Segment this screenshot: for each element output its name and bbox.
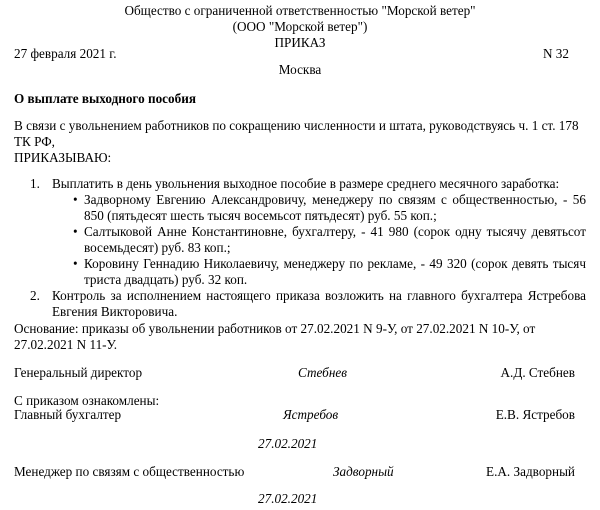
order-item <box>0 288 586 320</box>
employee-text: Задворному Евгению Александровичу, менеджеру по связям с общественностью, - 56 850 (пятьдесят шесть тысяч восемьсот пятьдесят) руб. 55 коп.; <box>84 192 586 223</box>
pr-manager-signature: Задворный <box>333 464 394 479</box>
basis-text: Основание: приказы об увольнении работников от 27.02.2021 N 9-У, от 27.02.2021 N 10-У, от 27.02.2021 N 11-У. <box>14 321 536 352</box>
accountant-signature: Ястребов <box>283 407 339 422</box>
document-number: N 32 <box>542 46 569 61</box>
preamble-text: В связи с увольнением работников по сокращению численности и штата, руководствуясь ч. 1 ст. 178 ТК РФ, <box>14 118 579 149</box>
pr-manager-name: Е.А. Задворный <box>486 464 575 479</box>
pr-manager-title: Менеджер по связям с общественностью <box>14 464 245 479</box>
document-type: ПРИКАЗ <box>274 35 326 50</box>
employee-item <box>52 224 586 256</box>
document-date: 27 февраля 2021 г. <box>14 46 117 61</box>
organization-short-name: (ООО "Морской ветер") <box>232 19 368 34</box>
document-city: Москва <box>278 62 322 77</box>
employee-text: Коровину Геннадию Николаевичу, менеджеру по рекламе, - 49 320 (сорок девять тысяч триста двадцать) руб. 32 коп. <box>84 256 586 287</box>
bullet-icon: • <box>73 224 78 239</box>
accountant-title: Главный бухгалтер <box>14 407 122 422</box>
pr-manager-date: 27.02.2021 <box>258 491 318 506</box>
order-item-text: Выплатить в день увольнения выходное пособие в размере среднего месячного заработка: <box>52 176 560 191</box>
organization-name: Общество с ограниченной ответственностью "Морской ветер" <box>124 3 476 18</box>
order-item <box>0 176 586 288</box>
document-subject: О выплате выходного пособия <box>14 91 196 106</box>
employee-text: Салтыковой Анне Константиновне, бухгалтеру, - 41 980 (сорок одну тысячу девятьсот восемьдесят) руб. 83 коп.; <box>84 224 586 255</box>
accountant-name: Е.В. Ястребов <box>495 407 575 422</box>
order-item-number: 2. <box>30 288 40 303</box>
bullet-icon: • <box>73 192 78 207</box>
director-name: А.Д. Стебнев <box>500 365 575 380</box>
acquainted-label: С приказом ознакомлены: <box>14 393 160 408</box>
accountant-date: 27.02.2021 <box>258 436 318 451</box>
order-items-list <box>0 176 586 320</box>
employee-item <box>52 256 586 288</box>
order-item-number: 1. <box>30 176 40 191</box>
order-word: ПРИКАЗЫВАЮ: <box>14 150 112 165</box>
director-signature: Стебнев <box>298 365 347 380</box>
employee-item <box>52 192 586 224</box>
employee-list <box>52 192 586 288</box>
director-title: Генеральный директор <box>14 365 143 380</box>
bullet-icon: • <box>73 256 78 271</box>
order-item-text: Контроль за исполнением настоящего приказа возложить на главного бухгалтера Ястребова Евгения Викторовича. <box>52 288 586 319</box>
